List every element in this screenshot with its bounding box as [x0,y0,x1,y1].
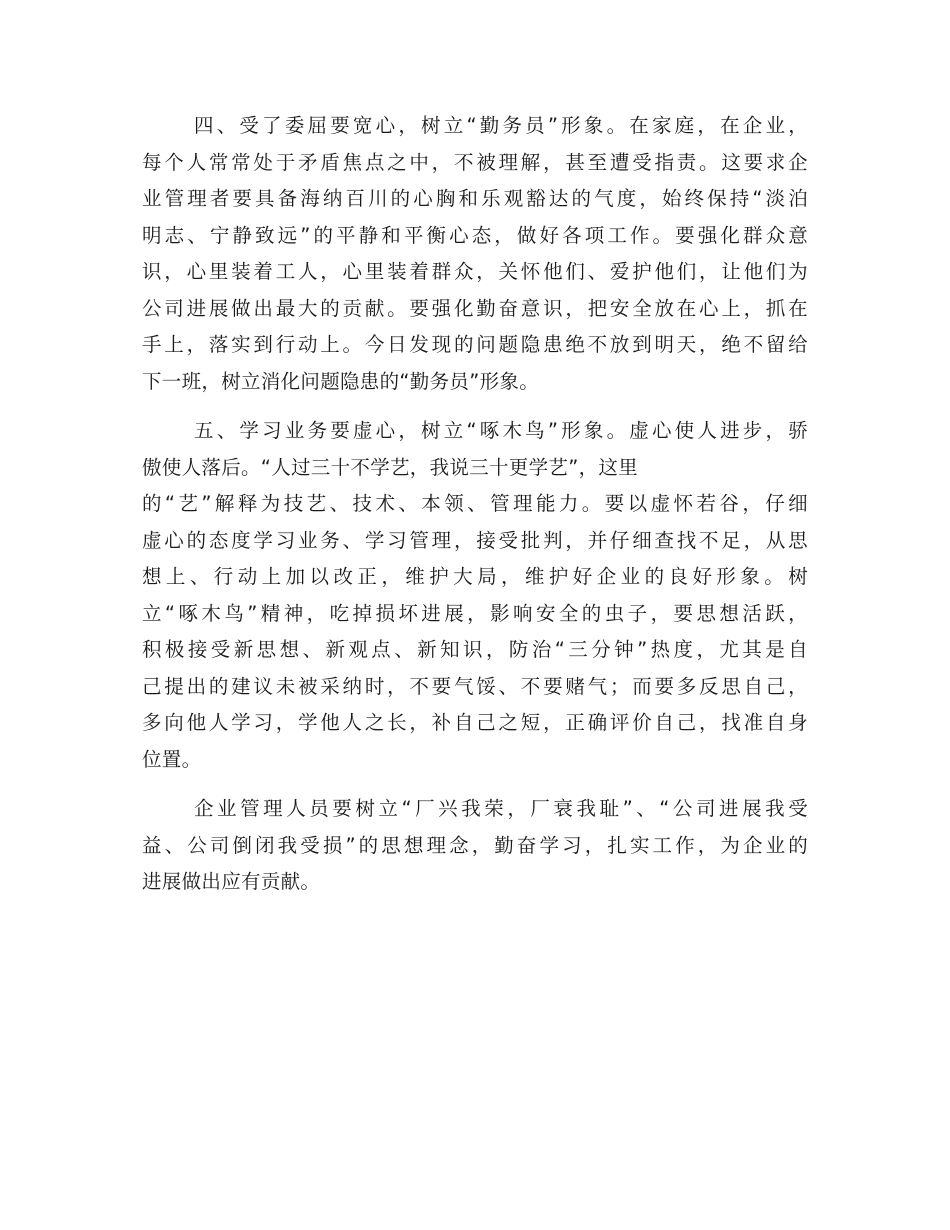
text-line: 每个人常常处于矛盾焦点之中，不被理解，甚至遭受指责。这要求企 [142,150,808,174]
text-line: 四、受了委屈要宽心，树立“勤务员”形象。在家庭，在企业， [194,114,808,137]
text-line: 业管理者要具备海纳百川的心胸和乐观豁达的气度，始终保持“淡泊 [142,187,808,210]
text-line: 进展做出应有贡献。 [142,870,321,893]
text-line: 傲使人落后。“人过三十不学艺，我说三十更学艺”，这里 [142,455,639,479]
text-line: 明志、宁静致远”的平静和平衡心态，做好各项工作。要强化群众意 [142,223,808,247]
text-line: 五、学习业务要虚心，树立“啄木鸟”形象。虚心使人进步，骄 [194,419,808,442]
text-line: 虚心的态度学习业务、学习管理，接受批判，并仔细查找不足，从思 [142,528,808,552]
text-line: 己提出的建议未被采纳时，不要气馁、不要赌气；而要多反思自己， [142,674,808,698]
text-line: 公司进展做出最大的贡献。要强化勤奋意识，把安全放在心上，抓在 [142,296,808,320]
text-line: 立“啄木鸟”精神，吃掉损坏进展，影响安全的虫子，要思想活跃， [142,601,808,625]
document-page [142,108,808,914]
text-line: 的“艺”解释为技艺、技术、本领、管理能力。要以虚怀若谷，仔细 [142,492,808,515]
text-line: 多向他人学习，学他人之长，补自己之短，正确评价自己，找准自身 [142,711,808,734]
text-line: 手上，落实到行动上。今日发现的问题隐患绝不放到明天，绝不留给 [142,333,808,356]
text-line: 企业管理人员要树立“厂兴我荣，厂衰我耻”、“公司进展我受 [194,797,808,820]
text-line: 想上、行动上加以改正，维护大局，维护好企业的良好形象。树 [142,565,808,588]
text-line: 积极接受新思想、新观点、新知识，防治“三分钟”热度，尤其是自 [142,638,808,661]
text-line: 识，心里装着工人，心里装着群众，关怀他们、爱护他们，让他们为 [142,260,808,283]
paragraph-four [142,108,808,400]
paragraph-conclusion [142,791,808,901]
text-line: 下一班，树立消化问题隐患的“勤务员”形象。 [142,369,540,393]
paragraph-five [142,413,808,778]
text-line: 位置。 [142,747,202,771]
text-line: 益、公司倒闭我受损”的思想理念，勤奋学习，扎实工作，为企业的 [142,833,808,857]
